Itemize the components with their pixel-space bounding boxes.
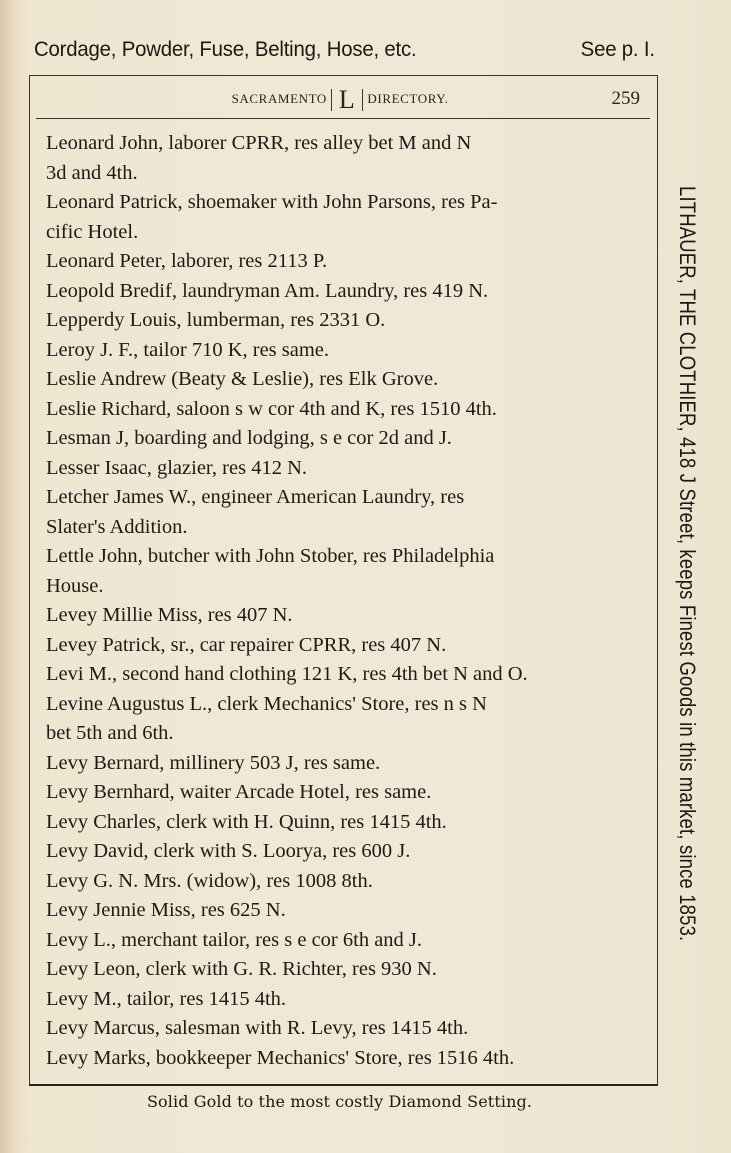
entry-text: Levy G. N. Mrs. (widow), res 1008 8th. (46, 869, 373, 892)
directory-entry (46, 896, 642, 926)
entry-text: Levy Bernhard, waiter Arcade Hotel, res same. (46, 781, 432, 803)
directory-entry (46, 188, 642, 247)
running-head-left: Cordage, Powder, Fuse, Belting, Hose, etc. (34, 38, 417, 61)
entry-text: Levi M., second hand clothing 121 K, res 4th bet N and O. (46, 663, 528, 685)
entry-continuation: cific Hotel. (46, 220, 139, 243)
directory-entry (46, 955, 642, 985)
entry-text: Leonard John, laborer CPRR, res alley bet M and N (46, 132, 472, 154)
directory-title: DIRECTORY. (367, 91, 449, 106)
running-head (34, 38, 655, 62)
entry-text: Levy Marcus, salesman with R. Levy, res 1415 4th. (46, 1017, 469, 1039)
entry-text: Levey Patrick, sr., car repairer CPRR, res 407 N. (46, 633, 447, 656)
entry-text: Levy Marks, bookkeeper Mechanics' Store, res 1516 4th. (46, 1046, 515, 1069)
entry-text: Levy M., tailor, res 1415 4th. (46, 987, 287, 1010)
directory-entry (46, 247, 642, 277)
directory-entry (46, 424, 642, 454)
entry-text: Levey Millie Miss, res 407 N. (46, 604, 293, 626)
entry-text: Levy Jennie Miss, res 625 N. (46, 899, 286, 921)
directory-entry (46, 808, 642, 838)
entry-text: Lesman J, boarding and lodging, s e cor 2d and J. (46, 427, 452, 449)
entry-text: Levy L., merchant tailor, res s e cor 6th and J. (46, 928, 423, 951)
entry-text: Levy David, clerk with S. Loorya, res 600 J. (46, 840, 411, 862)
directory-entry (46, 483, 642, 542)
directory-entry (46, 306, 642, 336)
directory-entry (46, 778, 642, 808)
directory-entry (46, 277, 642, 307)
directory-entry (46, 365, 642, 395)
header-rule (36, 118, 650, 119)
directory-entry (46, 660, 642, 690)
page-number: 259 (611, 88, 640, 109)
directory-entry (46, 867, 642, 897)
entry-continuation: bet 5th and 6th. (46, 722, 174, 744)
entry-continuation: House. (46, 574, 104, 597)
entry-text: Letcher James W., engineer American Laundry, res (46, 486, 465, 508)
entry-text: Levy Leon, clerk with G. R. Richter, res 930 N. (46, 958, 437, 980)
entry-text: Lepperdy Louis, lumberman, res 2331 O. (46, 309, 386, 331)
directory-entries (46, 129, 642, 1073)
directory-header (36, 84, 644, 114)
entry-text: Leonard Peter, laborer, res 2113 P. (46, 250, 328, 272)
entry-text: Leopold Bredif, laundryman Am. Laundry, res 419 N. (46, 279, 489, 302)
directory-entry (46, 631, 642, 661)
directory-entry (46, 454, 642, 484)
directory-entry (46, 601, 642, 631)
entry-text: Levine Augustus L., clerk Mechanics' Store, res n s N (46, 692, 487, 715)
entry-continuation: 3d and 4th. (46, 161, 138, 184)
side-advertisement-text: LITHAUER, THE CLOTHIER, 418 J Street, keeps Finest Goods in this market, since 1853. (675, 186, 700, 942)
directory-entry (46, 336, 642, 366)
entry-text: Leonard Patrick, shoemaker with John Parsons, res Pa- (46, 191, 498, 213)
footer-advertisement: Solid Gold to the most costly Diamond Setting. (146, 1092, 533, 1111)
directory-entry (46, 129, 642, 188)
directory-letter: L (331, 89, 363, 111)
entry-text: Leslie Andrew (Beaty & Leslie), res Elk Grove. (46, 368, 439, 390)
side-advertisement (650, 186, 718, 976)
entry-text: Levy Charles, clerk with H. Quinn, res 1415 4th. (46, 810, 447, 833)
entry-text: Leslie Richard, saloon s w cor 4th and K, res 1510 4th. (46, 397, 497, 420)
directory-entry (46, 926, 642, 956)
directory-city: SACRAMENTO (231, 91, 327, 106)
directory-entry (46, 542, 642, 601)
directory-entry (46, 690, 642, 749)
directory-entry (46, 837, 642, 867)
entry-text: Levy Bernard, millinery 503 J, res same. (46, 751, 381, 774)
entry-continuation: Slater's Addition. (46, 515, 188, 538)
entry-text: Lettle John, butcher with John Stober, res Philadelphia (46, 545, 495, 567)
directory-entry (46, 395, 642, 425)
directory-entry (46, 1014, 642, 1044)
entry-text: Lesser Isaac, glazier, res 412 N. (46, 456, 308, 479)
directory-entry (46, 749, 642, 779)
entry-text: Leroy J. F., tailor 710 K, res same. (46, 338, 330, 361)
directory-entry (46, 985, 642, 1015)
running-head-right: See p. I. (580, 38, 655, 61)
directory-entry (46, 1044, 642, 1074)
